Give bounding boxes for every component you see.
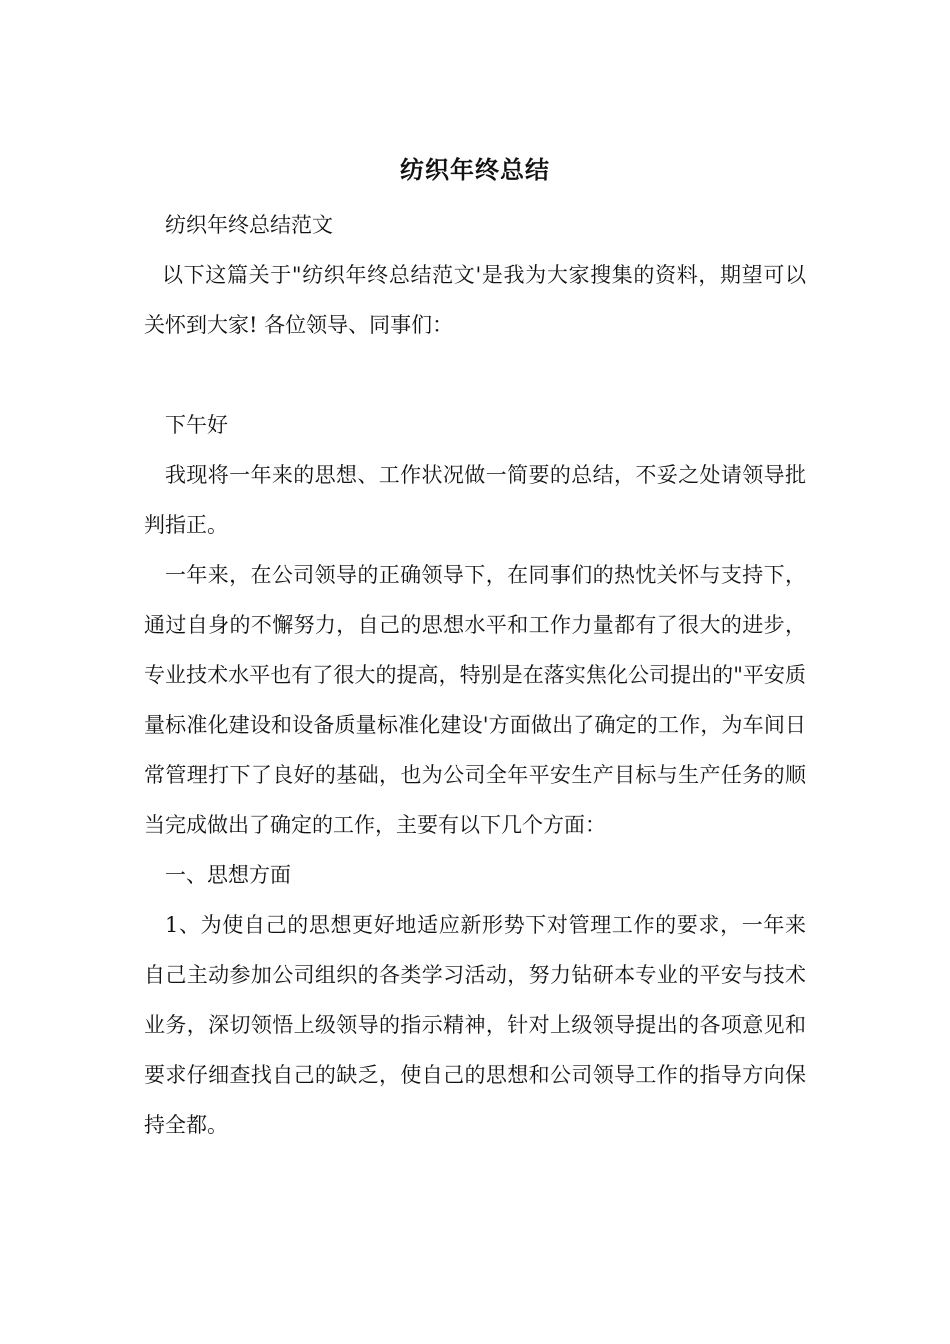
work-overview-paragraph: 一年来，在公司领导的正确领导下，在同事们的热忱关怀与支持下，通过自身的不懈努力，自己的思想水平和工作力量都有了很大的进步，专业技术水平也有了很大的提高，特别是在落实焦化公司提出的"平安质量标准化建设和设备质量标准化建设'方面做出了确定的工作，为车间日常管理打下了良好的基础，也为公司全年平安生产目标与生产任务的顺当完成做出了确定的工作，主要有以下几个方面：	[144, 563, 806, 837]
greeting-paragraph: 下午好	[165, 413, 228, 437]
document-body	[144, 200, 806, 1150]
blank-line	[144, 350, 806, 400]
intro-paragraph: 以下这篇关于"纺织年终总结范文'是我为大家搜集的资料，期望可以关怀到大家! 各位领导、同事们：	[144, 263, 806, 337]
document-title: 纺织年终总结	[400, 155, 550, 184]
section-heading: 一、思想方面	[165, 863, 291, 887]
summary-intro-paragraph: 我现将一年来的思想、工作状况做一简要的总结，不妥之处请领导批判指正。	[144, 463, 806, 537]
subtitle-paragraph: 纺织年终总结范文	[165, 213, 333, 237]
section-point-paragraph: 1、为使自己的思想更好地适应新形势下对管理工作的要求，一年来自己主动参加公司组织的各类学习活动，努力钻研本专业的平安与技术业务，深切领悟上级领导的指示精神，针对上级领导提出的各项意见和要求仔细查找自己的缺乏，使自己的思想和公司领导工作的指导方向保持全都。	[144, 913, 806, 1137]
